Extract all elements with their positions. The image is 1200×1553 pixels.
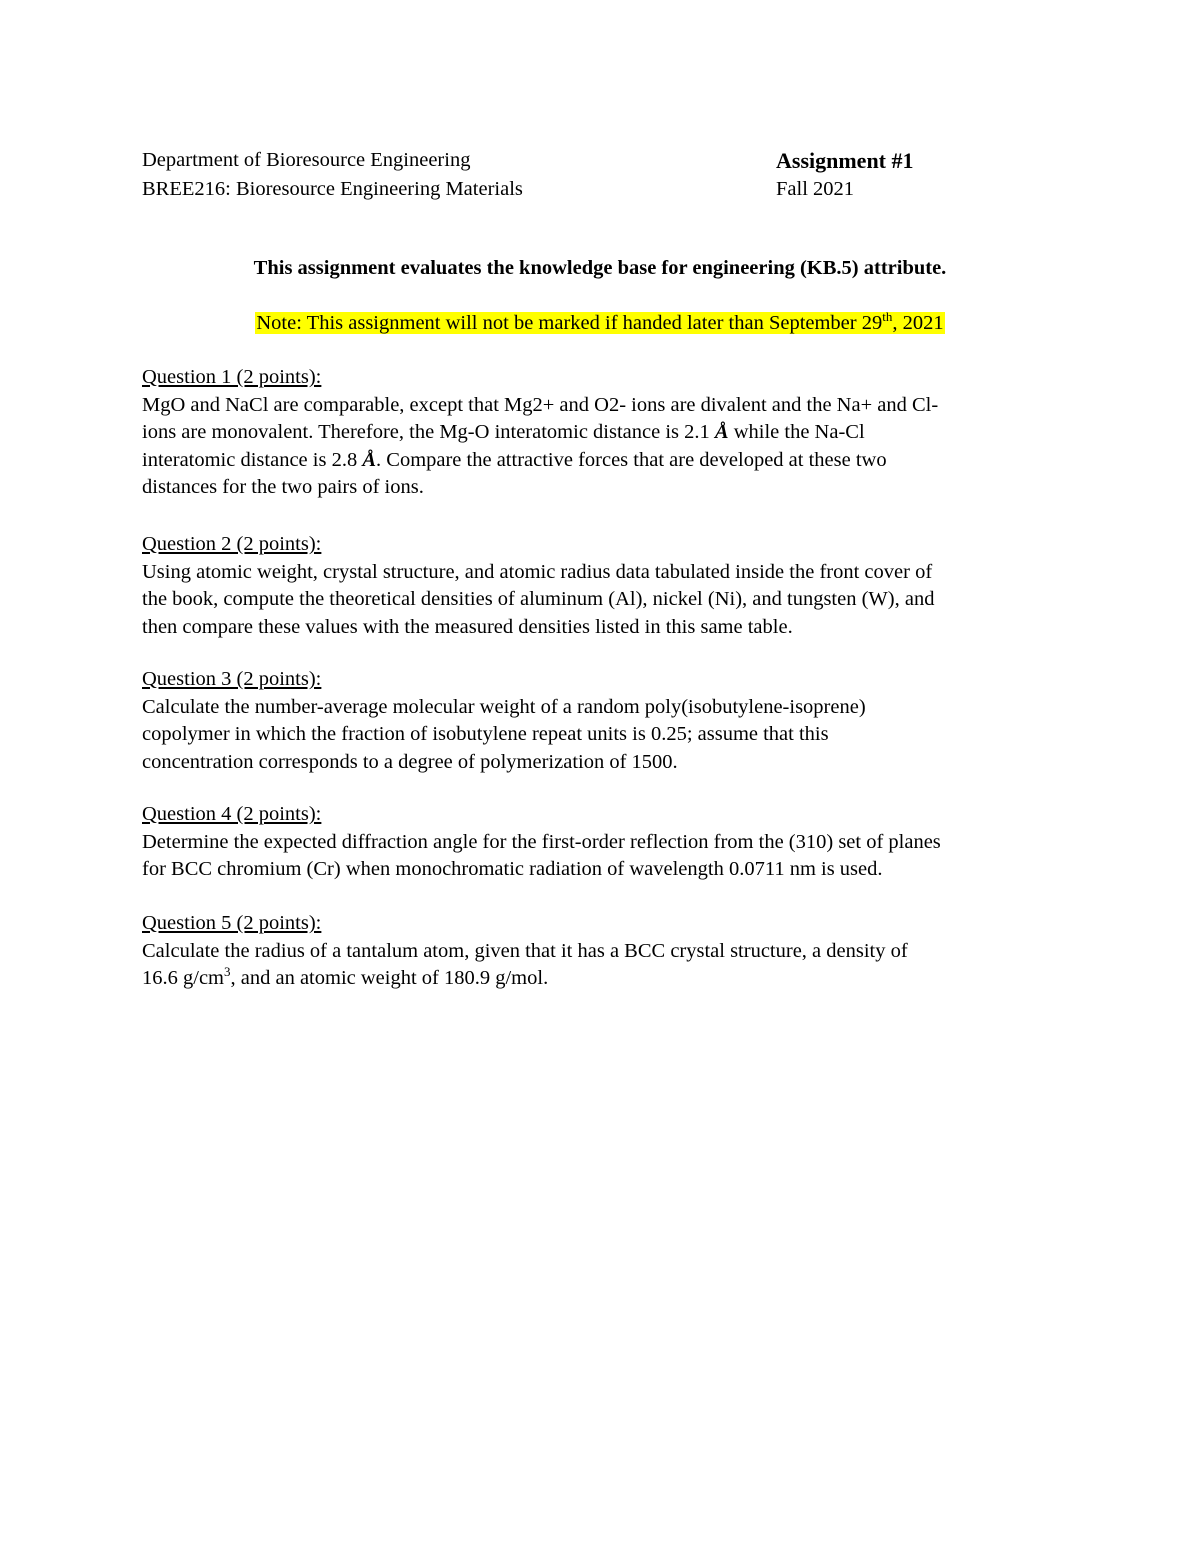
question-2-line-1: Using atomic weight, crystal structure, and atomic radius data tabulated inside the front cover of	[142, 560, 933, 583]
question-3-title: Question 3 (2 points):	[142, 668, 322, 690]
question-1-line-2	[142, 419, 1072, 447]
question-1	[142, 364, 1072, 502]
question-2-title: Question 2 (2 points):	[142, 533, 322, 555]
question-1-line-3	[142, 447, 1072, 475]
note-superscript: th	[882, 309, 893, 325]
assignment-number: Assignment #1	[776, 148, 914, 173]
header-right	[776, 146, 914, 204]
question-1-line-3b: . Compare the attractive forces that are developed at these two	[376, 448, 887, 471]
cubed-superscript: 3	[224, 964, 231, 980]
question-5-line-2	[142, 965, 1072, 993]
question-1-line-4: distances for the two pairs of ions.	[142, 476, 424, 498]
question-3-line-2: copolymer in which the fraction of isobutylene repeat units is 0.25; assume that this	[142, 723, 829, 745]
question-3-line-1: Calculate the number-average molecular weight of a random poly(isobutylene-isoprene)	[142, 695, 866, 718]
note-highlight	[255, 309, 944, 334]
question-3-line-3: concentration corresponds to a degree of polymerization of 1500.	[142, 750, 678, 773]
angstrom-symbol: Å	[714, 421, 729, 443]
question-3	[142, 666, 1072, 776]
question-1-line-3a: interatomic distance is 2.8	[142, 448, 363, 471]
question-4-line-1: Determine the expected diffraction angle for the first-order reflection from the (310) set of planes	[142, 830, 941, 853]
question-5	[142, 910, 1072, 993]
deadline-note	[0, 309, 1200, 338]
question-1-line-1: MgO and NaCl are comparable, except that Mg2+ and O2- ions are divalent and the Na+ and Cl-	[142, 393, 939, 416]
question-1-line-2a: ions are monovalent. Therefore, the Mg-O interatomic distance is 2.1	[142, 421, 715, 443]
angstrom-symbol: Å	[362, 448, 377, 471]
header-left	[142, 146, 523, 204]
question-2-line-2: the book, compute the theoretical densities of aluminum (Al), nickel (Ni), and tungsten (W), and	[142, 588, 935, 610]
question-2-line-3: then compare these values with the measured densities listed in this same table.	[142, 615, 793, 638]
question-2	[142, 531, 1072, 641]
department-name: Department of Bioresource Engineering	[142, 149, 471, 171]
question-4-title: Question 4 (2 points):	[142, 803, 322, 825]
question-5-line-2b: , and an atomic weight of 180.9 g/mol.	[230, 967, 549, 989]
question-5-line-1: Calculate the radius of a tantalum atom, given that it has a BCC crystal structure, a density of	[142, 939, 908, 962]
question-1-title: Question 1 (2 points):	[142, 366, 322, 388]
question-5-line-2a: 16.6 g/cm	[142, 967, 224, 989]
question-1-line-2b: while the Na-Cl	[728, 421, 865, 443]
course-title: BREE216: Bioresource Engineering Materials	[142, 178, 523, 200]
note-text-after: , 2021	[892, 312, 944, 334]
question-4	[142, 801, 1072, 884]
term: Fall 2021	[776, 178, 855, 200]
kb-statement: This assignment evaluates the knowledge base for engineering (KB.5) attribute.	[253, 257, 947, 279]
question-4-line-2: for BCC chromium (Cr) when monochromatic radiation of wavelength 0.0711 nm is used.	[142, 858, 883, 880]
question-5-title: Question 5 (2 points):	[142, 912, 322, 934]
note-text-before: Note: This assignment will not be marked if handed later than September 29	[256, 312, 883, 334]
